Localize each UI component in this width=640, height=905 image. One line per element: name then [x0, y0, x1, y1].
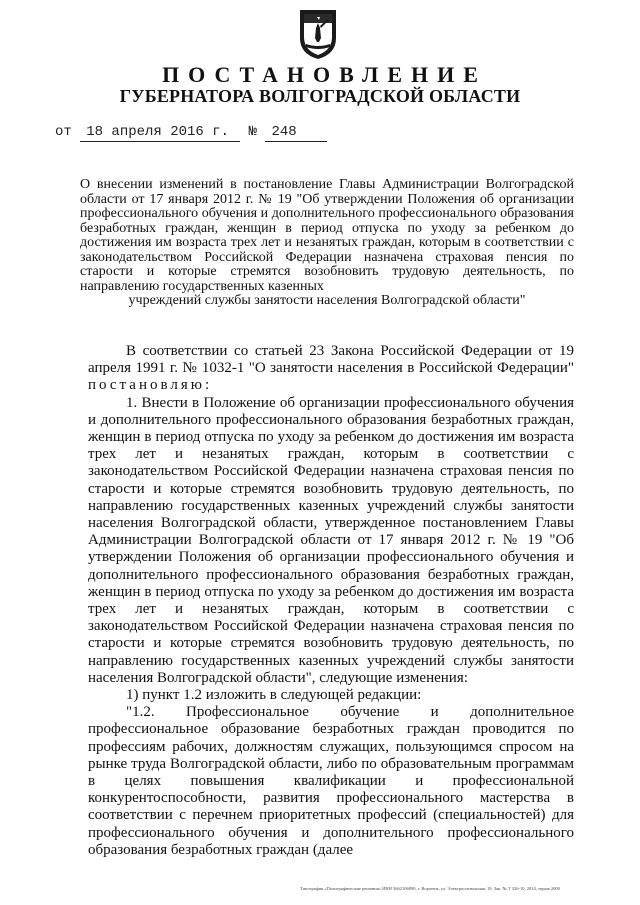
preamble-text: В соответствии со статьей 23 Закона Российской Федерации от 19 апреля 1991 г. № 1032-1 "О занятости населения в Российской Федерации": [88, 343, 574, 377]
paragraph-subitem-1: 1) пункт 1.2 изложить в следующей редакции:: [126, 687, 422, 704]
issuer-subtitle: ГУБЕРНАТОРА ВОЛГОГРАДСКОЙ ОБЛАСТИ: [119, 86, 521, 106]
volgograd-coat-of-arms-icon: [298, 8, 338, 60]
document-title: ПОСТАНОВЛЕНИЕ: [162, 62, 487, 87]
date-prefix: от: [55, 124, 72, 140]
printer-footer: Типография «Полиграфические решения» ИНН 3662106890, г. Воронеж, ул. Электросигнальная, 19, Зак. № Т 326-10, 2014, тираж 2000: [300, 886, 560, 891]
paragraph-item-1: 1. Внести в Положение об организации профессионального обучения и дополнительного профессионального образования безработных граждан, женщин в период отпуска по уходу за ребенком до достижения им возраста трех лет и незанятых граждан, которым в соответствии с законодательством Российской Федерации назначена страховая пенсия по старости и которые стремятся возобновить трудовую деятельность, по направлению государственных казенных учреждений службы занятости населения Волгоградской области, утвержденное постановлением Главы Администрации Волгоградской области от 17 января 2012 г. № 19 "Об утверждении Положения об организации профессионального обучения и дополнительного профессионального образования безработных граждан, женщин в период отпуска по уходу за ребенком до достижения им возраста трех лет и незанятых граждан, которым в соответствии с законодательством Российской Федерации назначена страховая пенсия по старости и которые стремятся возобновить трудовую деятельность, по направлению государственных казенных учреждений службы занятости населения Волгоградской области", следующие изменения:: [88, 394, 574, 686]
decree-number: 248: [265, 124, 327, 142]
paragraph-clause-1-2: "1.2. Профессиональное обучение и дополнительное профессиональное образование безработных граждан проводится по профессиям рабочих, должностям служащих, пользующимся спросом на рынке труда Волгоградской области, либо по образовательным программам в целях повышения квалификации и профессиональной конкурентоспособности, развития профессионального мастерства в соответствии с перечнем приоритетных профессий (специальностей) для профессионального обучения и дополнительного профессионального образования безработных граждан (далее: [88, 704, 574, 858]
decree-body: [88, 343, 574, 859]
paragraph-preamble: [88, 343, 574, 395]
decree-subject: [80, 178, 574, 309]
dateline: [55, 124, 327, 142]
decree-word: постановляю:: [88, 377, 213, 394]
decree-date: 18 апреля 2016 г.: [80, 124, 240, 142]
subject-text: О внесении изменений в постановление Главы Администрации Волгоградской области от 17 января 2012 г. № 19 "Об утверждении Положения об организации профессионального обучения и дополнительного профессионального образования безработных граждан, женщин в период отпуска по уходу за ребенком до достижения им возраста трех лет и незанятых граждан, которым в соответствии с законодательством Российской Федерации назначена страховая пенсия по старости и которые стремятся возобновить трудовую деятельность, по направлению государственных казенных: [80, 177, 574, 294]
subject-last-line: учреждений службы занятости населения Волгоградской области": [128, 293, 526, 308]
number-sign: №: [248, 124, 258, 140]
